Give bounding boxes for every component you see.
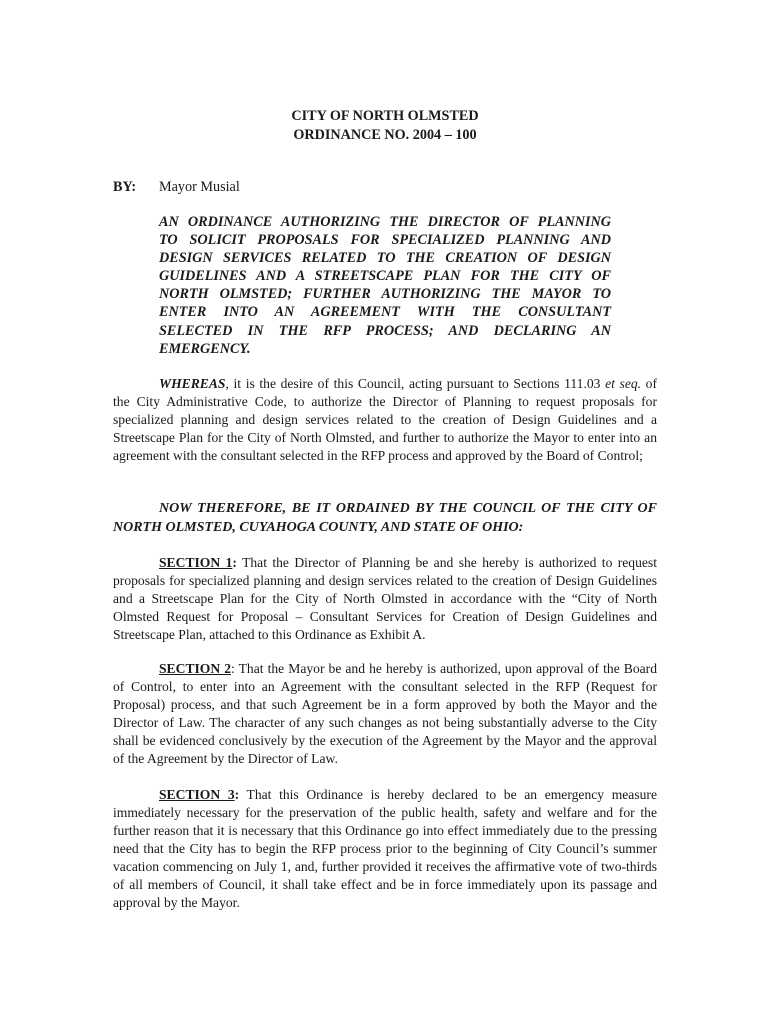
et-seq: et seq. (605, 376, 642, 391)
section-sep: : (232, 555, 237, 570)
section-3 (113, 786, 657, 912)
ordinance-title (159, 213, 611, 358)
sponsor-name: Mayor Musial (159, 179, 240, 195)
whereas-text-1: , it is the desire of this Council, acting pursuant to Sections 111.03 (225, 376, 606, 391)
section-2 (113, 660, 657, 768)
document-header (0, 107, 770, 145)
enacting-text: NOW THEREFORE, BE IT ORDAINED BY THE COUNCIL OF THE CITY OF NORTH OLMSTED, CUYAHOGA COUNTY, AND STATE OF OHIO: (113, 501, 657, 535)
title-line: SELECTED IN THE RFP PROCESS; AND DECLARING AN (159, 322, 611, 339)
title-line: AN ORDINANCE AUTHORIZING THE DIRECTOR OF PLANNING (159, 214, 611, 230)
section-text: That the Mayor be and he hereby is authorized, upon approval of the Board of Control, to enter into an Agreement with the consultant selected in the RFP (Request for Proposal) process, and that such Agreement be in a form approved by both the Mayor and the Director of Law. The character of any such changes as not being substantially adverse to the City shall be evidenced conclusively by the execution of the Agreement by the Mayor and the approval of the Agreement by the Director of Law. (113, 661, 657, 766)
section-1 (113, 554, 657, 644)
whereas-lead: WHEREAS (159, 376, 226, 391)
title-line: EMERGENCY. (159, 340, 251, 357)
title-line: GUIDELINES AND A STREETSCAPE PLAN FOR THE CITY OF (159, 268, 611, 285)
title-line: DESIGN SERVICES RELATED TO THE CREATION OF DESIGN (159, 250, 611, 267)
title-line: NORTH OLMSTED; FURTHER AUTHORIZING THE MAYOR TO (159, 286, 611, 303)
section-text: That the Director of Planning be and she hereby is authorized to request proposals for specialized planning and design services related to the creation of Design Guidelines and a Streetscape Plan for the City of North Olmsted in accordance with the “City of North Olmsted Request for Proposal – Consultant Services for Creation of Design Guidelines and Streetscape Plan, attached to this Ordinance as Exhibit A. (113, 555, 658, 642)
whereas-clause (113, 375, 657, 465)
section-sep: : (231, 661, 235, 676)
section-heading: SECTION 3 (159, 787, 235, 802)
section-text: That this Ordinance is hereby declared to be an emergency measure immediately necessary for the preservation of the public health, safety and welfare and for the further reason that it is necessary that this Ordinance go into effect immediately due to the pressing need that the City has to begin the RFP process prior to the beginning of City Council’s summer vacation commencing on July 1, and, further provided it receives the affirmative vote of two-thirds of all members of Council, it shall take effect and be in force immediately upon its passage and approval by the Mayor. (113, 787, 657, 910)
enacting-clause (113, 500, 657, 537)
section-heading: SECTION 1 (159, 555, 233, 570)
section-heading: SECTION 2 (159, 661, 232, 676)
sponsor-line (113, 178, 240, 197)
title-line: ENTER INTO AN AGREEMENT WITH THE CONSULTANT (159, 304, 611, 321)
section-sep: : (234, 787, 240, 802)
ordinance-number: ORDINANCE NO. 2004 – 100 (293, 127, 477, 143)
title-line: TO SOLICIT PROPOSALS FOR SPECIALIZED PLANNING AND (159, 232, 611, 249)
by-label: BY: (113, 179, 137, 195)
whereas-text-2: of the City Administrative Code, to authorize the Director of Planning to request proposals for specialized planning and design services related to the creation of Design Guidelines and a Streetscape Plan for the City of North Olmsted, and further to authorize the Mayor to enter into an agreement with the consultant selected in the RFP process and approved by the Board of Control; (113, 376, 657, 463)
city-name: CITY OF NORTH OLMSTED (291, 108, 479, 124)
